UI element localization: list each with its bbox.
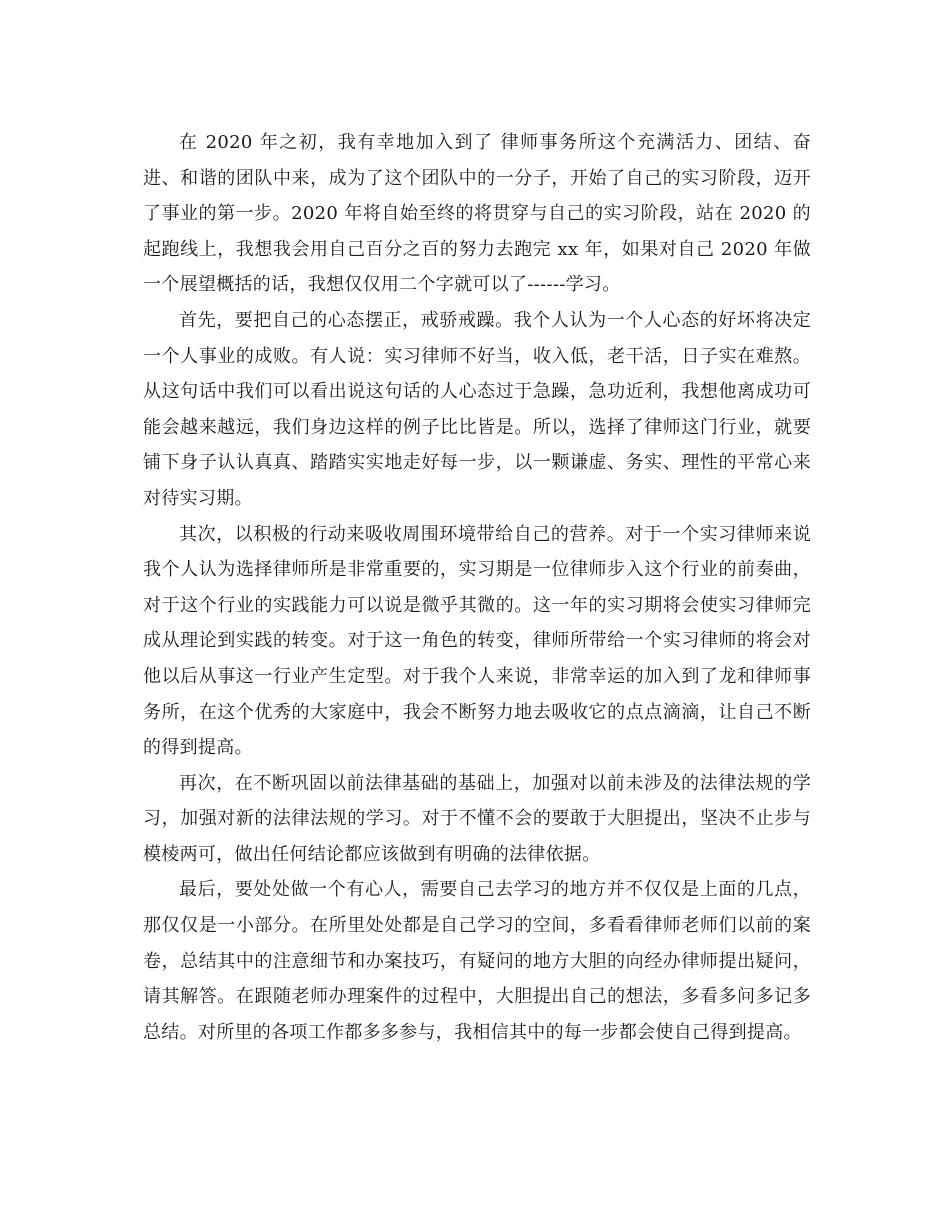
paragraph-2: 首先，要把自己的心态摆正，戒骄戒躁。我个人认为一个人心态的好坏将决定一个人事业的成败。有人说：实习律师不好当，收入低，老干活，日子实在难熬。从这句话中我们可以看出说这句话的人心态过于急躁，急功近利，我想他离成功可能会越来越远，我们身边这样的例子比比皆是。所以，选择了律师这门行业，就要铺下身子认认真真、踏踏实实地走好每一步，以一颗谦虚、务实、理性的平常心来对待实习期。 (143, 309, 811, 509)
paragraph-1: 在 2020 年之初，我有幸地加入到了 律师事务所这个充满活力、团结、奋进、和谐的团队中来，成为了这个团队中的一分子，开始了自己的实习阶段，迈开了事业的第一步。2020 年将自始至终的将贯穿与自己的实习阶段，站在 2020 的起跑线上，我想我会用自己百分之百的努力去跑完 xx 年，如果对自己 2020 年做一个展望概括的话，我想仅仅用二个字就可以了------学习。 (143, 132, 811, 296)
document-body (143, 125, 811, 1050)
paragraph-4: 再次，在不断巩固以前法律基础的基础上，加强对以前未涉及的法律法规的学习，加强对新的法律法规的学习。对于不懂不会的要敢于大胆提出，坚决不止步与模棱两可，做出任何结论都应该做到有明确的法律依据。 (143, 772, 811, 865)
paragraph-3: 其次，以积极的行动来吸收周围环境带给自己的营养。对于一个实习律师来说我个人认为选择律师所是非常重要的，实习期是一位律师步入这个行业的前奏曲，对于这个行业的实践能力可以说是微乎其微的。这一年的实习期将会使实习律师完成从理论到实践的转变。对于这一角色的转变，律师所带给一个实习律师的将会对他以后从事这一行业产生定型。对于我个人来说，非常幸运的加入到了龙和律师事务所，在这个优秀的大家庭中，我会不断努力地去吸收它的点点滴滴，让自己不断的得到提高。 (143, 523, 811, 759)
paragraph-5: 最后，要处处做一个有心人，需要自己去学习的地方并不仅仅是上面的几点，那仅仅是一小部分。在所里处处都是自己学习的空间，多看看律师老师们以前的案卷，总结其中的注意细节和办案技巧，有疑问的地方大胆的向经办律师提出疑问，请其解答。在跟随老师办理案件的过程中，大胆提出自己的想法，多看多问多记多总结。对所里的各项工作都多多参与，我相信其中的每一步都会使自己得到提高。 (143, 879, 811, 1043)
